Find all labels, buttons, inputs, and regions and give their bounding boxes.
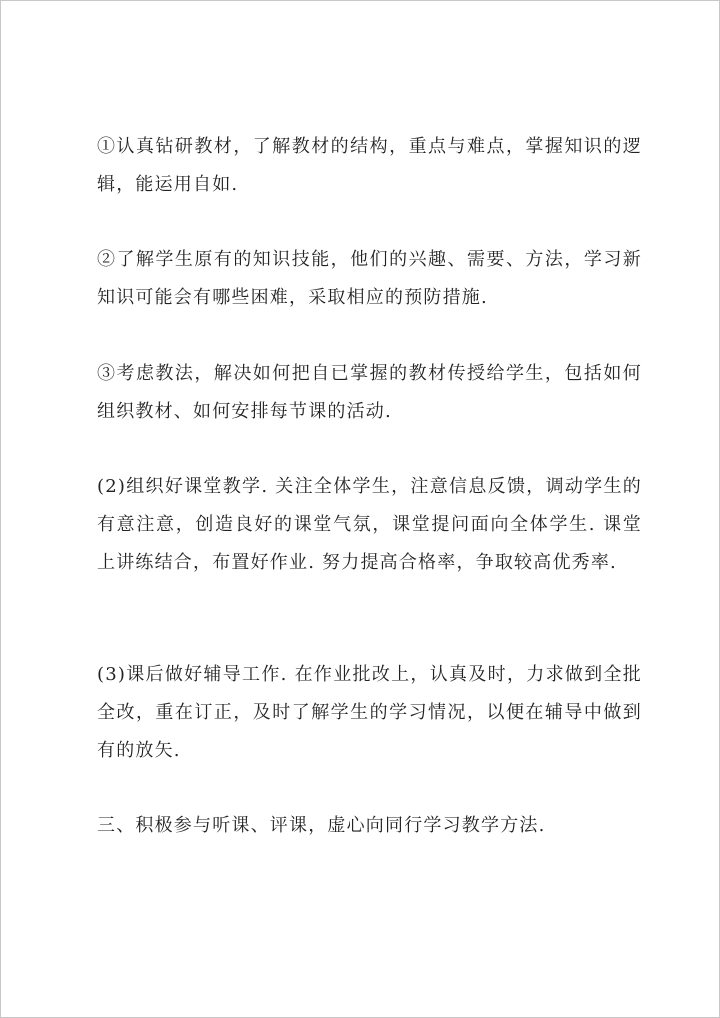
paragraph-classroom-teaching: (2)组织好课堂教学. 关注全体学生，注意信息反馈，调动学生的有意注意，创造良好的课堂气氛，课堂提问面向全体学生. 课堂上讲练结合，布置好作业. 努力提高合格率，争取较高优秀率. [97,476,642,573]
paragraph-lesson-observation: 三、积极参与听课、评课，虚心向同行学习教学方法. [97,815,546,836]
paragraph-teaching-methods: ③考虑教法，解决如何把自已掌握的教材传授给学生，包括如何组织教材、如何安排每节课的活动. [97,363,642,422]
paragraph-study-materials: ①认真钻研教材，了解教材的结构，重点与难点，掌握知识的逻辑，能运用自如. [97,136,642,195]
paragraph-understand-students: ②了解学生原有的知识技能，他们的兴趣、需要、方法，学习新知识可能会有哪些困难，采取相应的预防措施. [97,249,642,308]
paragraph-after-class-tutoring: (3)课后做好辅导工作. 在作业批改上，认真及时，力求做到全批全改，重在订正，及时了解学生的学习情况，以便在辅导中做到有的放矢. [97,664,642,761]
